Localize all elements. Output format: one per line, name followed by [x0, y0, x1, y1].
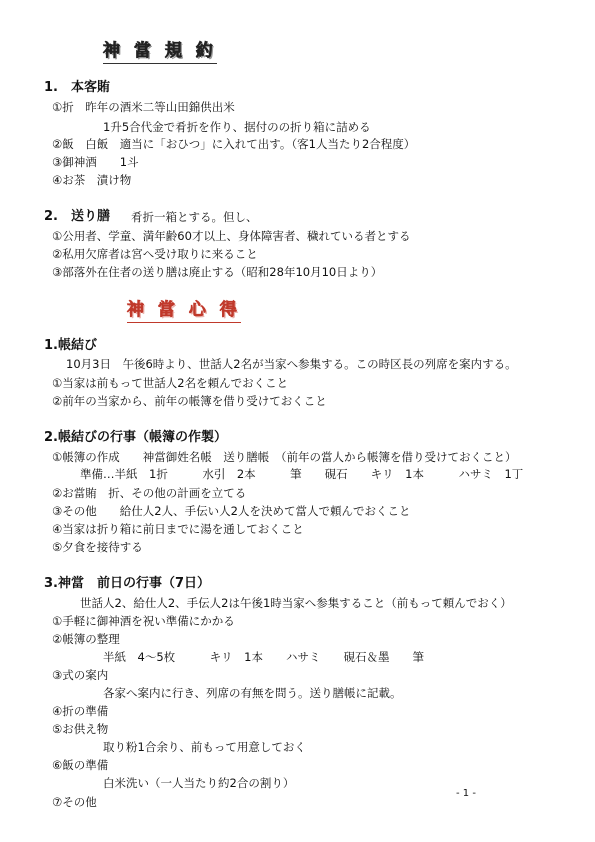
section-3-line-3: ②前年の当家から、前年の帳簿を借り受けておくこと — [52, 394, 327, 408]
section-5-line-11: 白米洗い（一人当たり約2合の割り） — [103, 776, 295, 790]
section-2-line-1: ①公用者、学童、満年齢60才以上、身体障害者、穢れている者とする — [52, 229, 411, 243]
section-5-line-10: ⑥飯の準備 — [52, 758, 109, 772]
section-5-line-6: 各家へ案内に行き、列席の有無を問う。送り膳帳に記載。 — [103, 686, 402, 700]
section-4-line-1: ①帳簿の作成 神當御姓名帳 送り膳帳 （前年の當人から帳簿を借り受けておくこと） — [52, 450, 517, 464]
section-3-line-1: 10月3日 午後6時より、世話人2名が当家へ参集する。この時区長の列席を案内する。 — [66, 357, 517, 371]
section-4-line-4: ③その他 給仕人2人、手伝い人2人を決めて當人で頼んでおくこと — [52, 504, 411, 518]
section-2-line-2: ②私用欠席者は宮へ受け取りに来ること — [52, 247, 258, 261]
section-2-line-3: ③部落外在住者の送り膳は廃止する（昭和28年10月10日より） — [52, 265, 383, 279]
section-1-line-3: ②飯 白飯 適当に「おひつ」に入れて出す。（客1人当たり2合程度） — [52, 137, 416, 151]
section-5-line-9: 取り粉1合余り、前もって用意しておく — [103, 740, 306, 754]
section-2-heading: 2. 送り膳 — [44, 209, 110, 224]
section-5-line-5: ③式の案内 — [52, 668, 109, 682]
section-4-line-3: ②お當賄 折、その他の計画を立てる — [52, 486, 247, 500]
section-5-line-1: 世話人2、給仕人2、手伝人2は午後1時当家へ参集すること（前もって頼んでおく） — [80, 596, 512, 610]
section-4-line-6: ⑤夕食を接待する — [52, 540, 143, 554]
section-5-line-3: ②帳簿の整理 — [52, 632, 120, 646]
section-5-line-4: 半紙 4～5枚 キリ 1本 ハサミ 硯石＆墨 筆 — [103, 650, 424, 664]
section-1-line-2: 1升5合代金で肴折を作り、据付のの折り箱に詰める — [103, 120, 371, 134]
page-number: - 1 - — [456, 788, 476, 799]
section-4-heading: 2.帳結びの行事（帳簿の作製） — [44, 430, 227, 445]
section-1-line-5: ④お茶 漬け物 — [52, 173, 132, 187]
section-3-line-2: ①当家は前もって世話人2名を頼んでおくこと — [52, 376, 289, 390]
section-5-line-12: ⑦その他 — [52, 795, 97, 809]
section-1-line-4: ③御神酒 1斗 — [52, 155, 139, 169]
section-5-line-8: ⑤お供え物 — [52, 722, 109, 736]
section-2-heading-note: 肴折一箱とする。但し、 — [131, 210, 258, 224]
section-4-line-2: 準備…半紙 1折 水引 2本 筆 硯石 キリ 1本 ハサミ 1丁 — [80, 467, 524, 481]
section-5-line-7: ④折の準備 — [52, 704, 109, 718]
section-4-line-5: ④当家は折り箱に前日までに湯を通しておくこと — [52, 522, 304, 536]
doc-title-rules: 神 當 規 約 — [103, 40, 217, 64]
section-1-heading: 1. 本客賄 — [44, 80, 110, 95]
section-5-heading: 3.神當 前日の行事（7日） — [44, 576, 211, 591]
section-3-heading: 1.帳結び — [44, 338, 97, 353]
doc-title-guidelines: 神 當 心 得 — [127, 299, 241, 323]
section-1-line-1: ①折 昨年の酒米二等山田錦供出米 — [52, 100, 235, 114]
section-5-line-2: ①手軽に御神酒を祝い準備にかかる — [52, 614, 235, 628]
